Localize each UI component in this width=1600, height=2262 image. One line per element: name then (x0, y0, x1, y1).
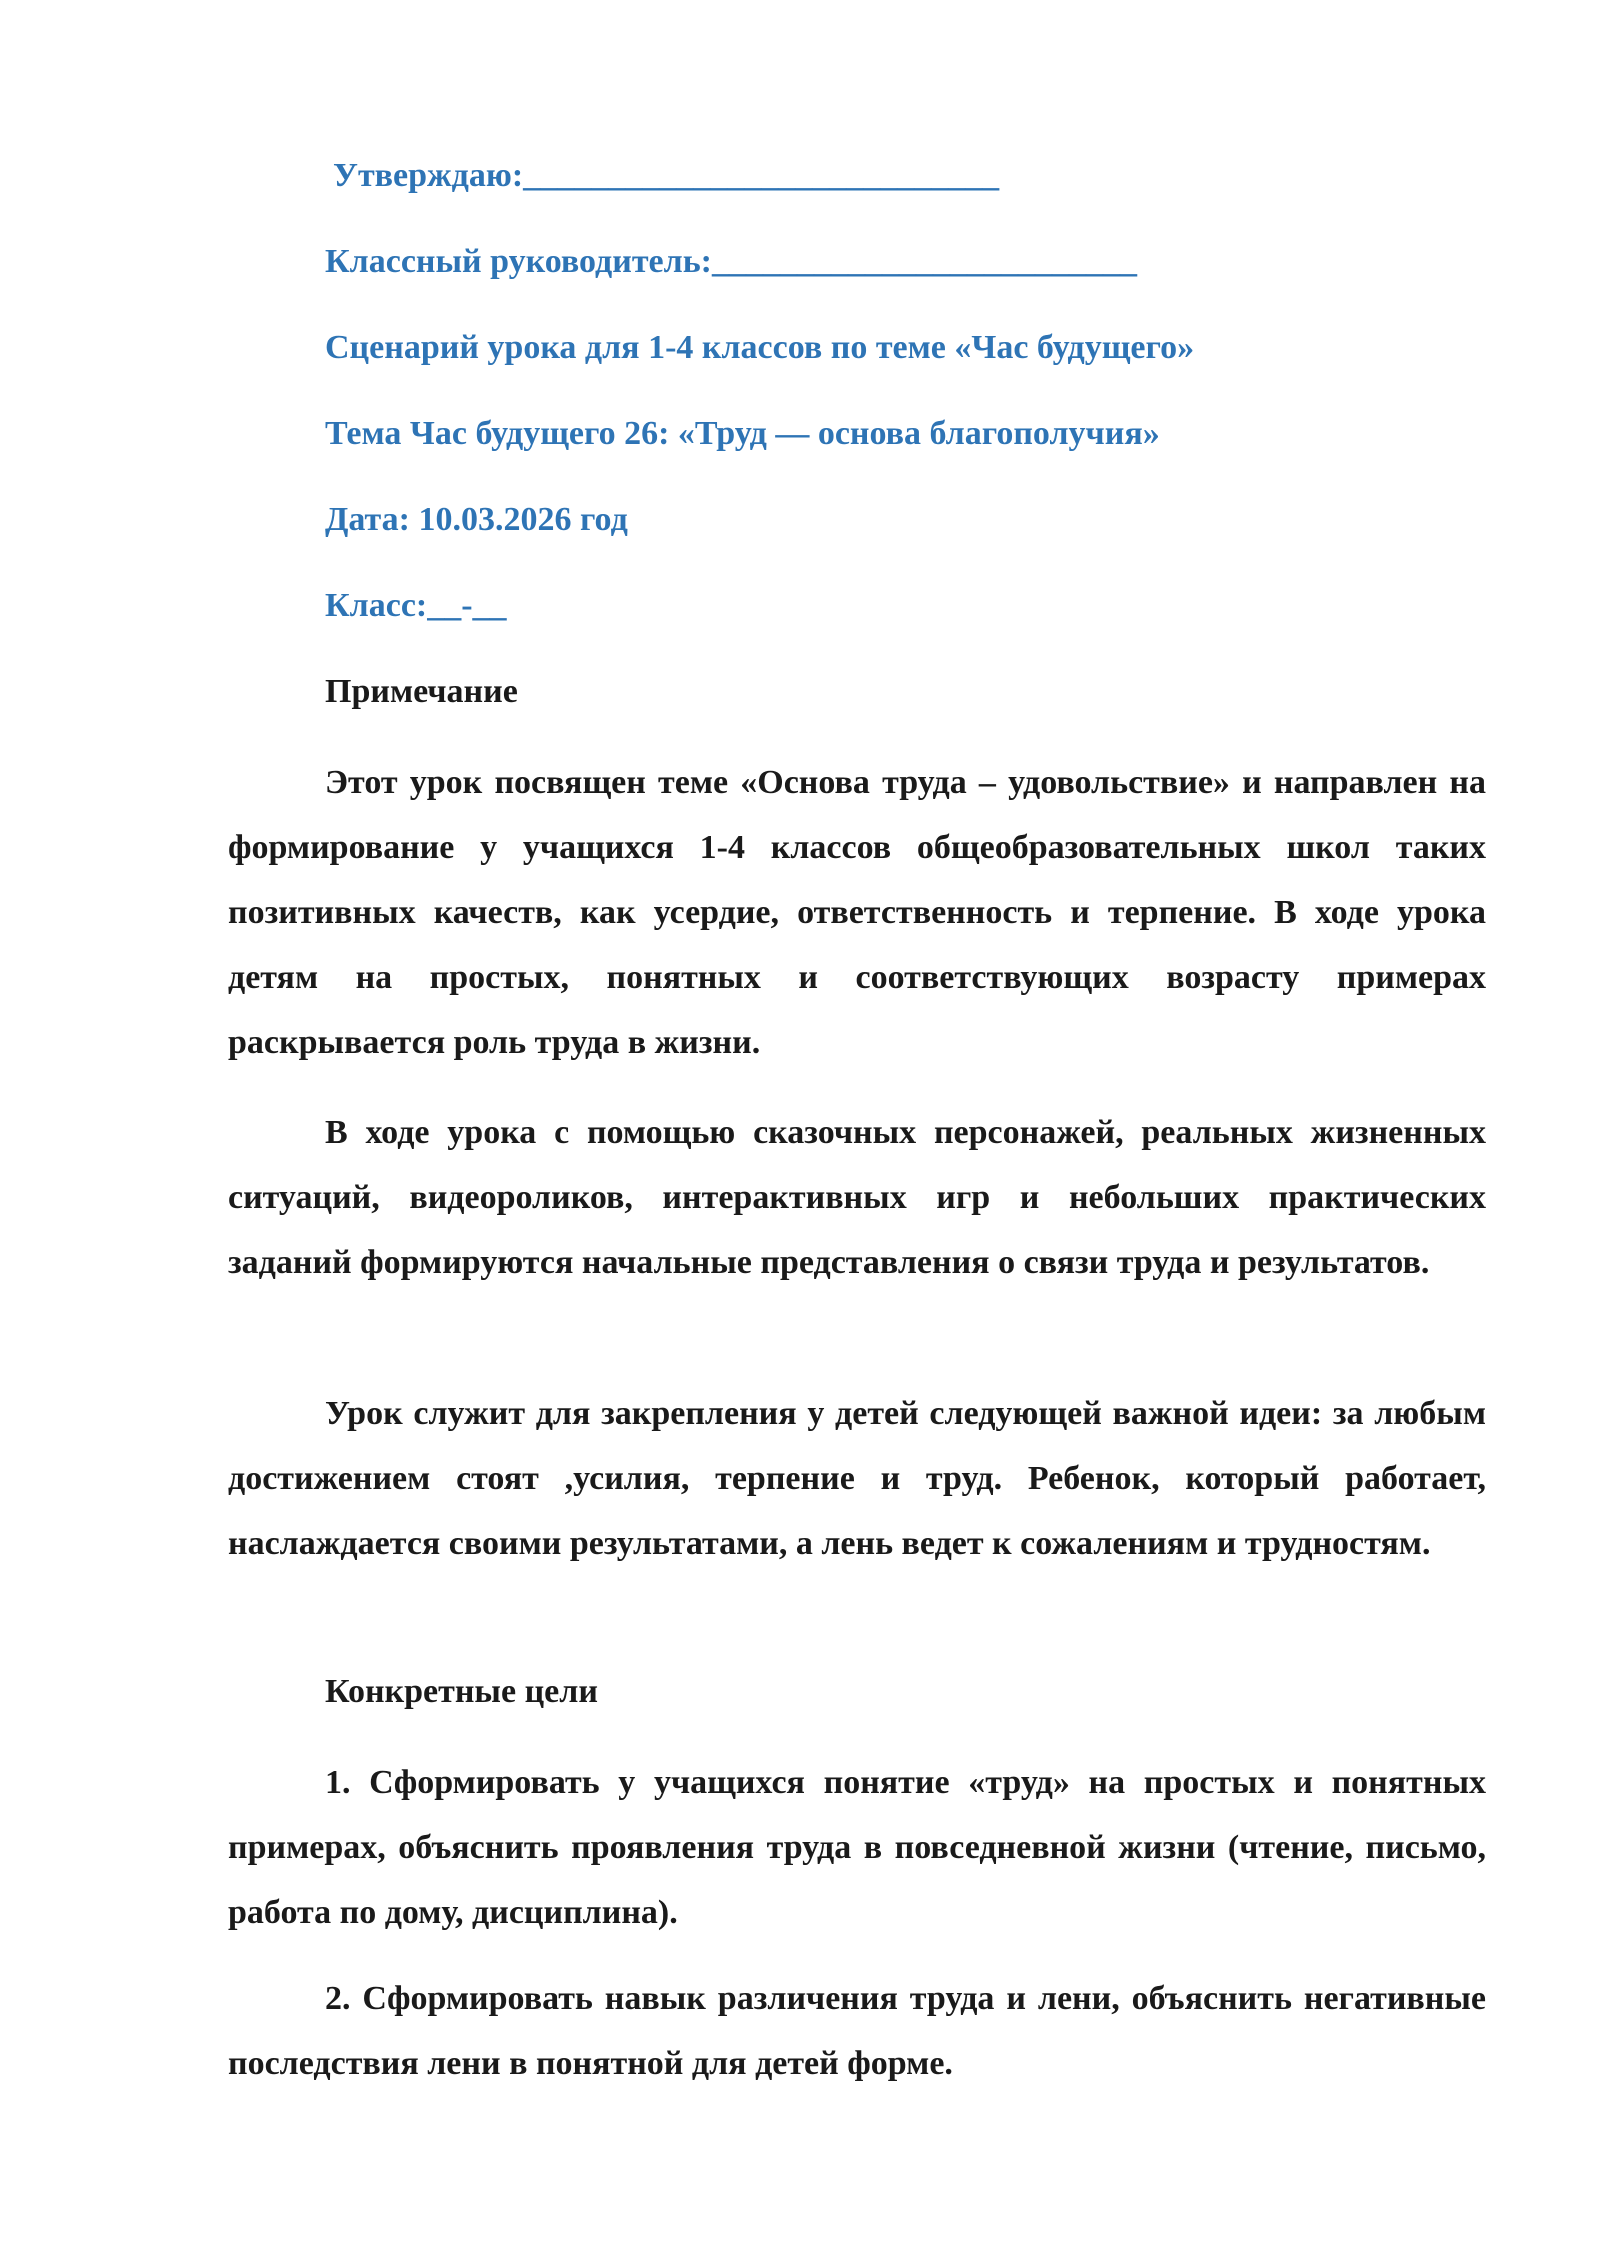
approve-line: Утверждаю:____________________________ (333, 157, 1000, 194)
class-line: Класс:__-__ (325, 587, 507, 624)
class-teacher-line: Классный руководитель:_________________________ (325, 243, 1137, 280)
goal-item-1: 1. Сформировать у учащихся понятие «труд» на простых и понятных примерах, объяснить проявления труда в повседневной жизни (чтение, письмо, работа по дому, дисциплина). (228, 1764, 1486, 1931)
goal-item-2: 2. Сформировать навык различения труда и лени, объяснить негативные последствия лени в понятной для детей форме. (228, 1980, 1486, 2082)
note-paragraph-3: Урок служит для закрепления у детей следующей важной идеи: за любым достижением стоят ,усилия, терпение и труд. Ребенок, который работает, наслаждается своими результатами, а лень ведет к сожалениям и трудностям. (228, 1395, 1486, 1562)
topic-title: Тема Час будущего 26: «Труд — основа благополучия» (325, 415, 1160, 452)
goals-heading: Конкретные цели (325, 1673, 598, 1710)
note-paragraph-1: Этот урок посвящен теме «Основа труда – удовольствие» и направлен на формирование у учащихся 1-4 классов общеобразовательных школ таких позитивных качеств, как усердие, ответственность и терпение. В ходе урока детям на простых, понятных и соответствующих возрасту примерах раскрывается роль труда в жизни. (228, 764, 1486, 1061)
note-paragraph-2: В ходе урока с помощью сказочных персонажей, реальных жизненных ситуаций, видеороликов, интерактивных игр и небольших практических заданий формируются начальные представления о связи труда и результатов. (228, 1114, 1486, 1281)
note-heading: Примечание (325, 673, 518, 710)
date-line: Дата: 10.03.2026 год (325, 501, 628, 538)
scenario-title: Сценарий урока для 1-4 классов по теме «Час будущего» (325, 329, 1195, 366)
